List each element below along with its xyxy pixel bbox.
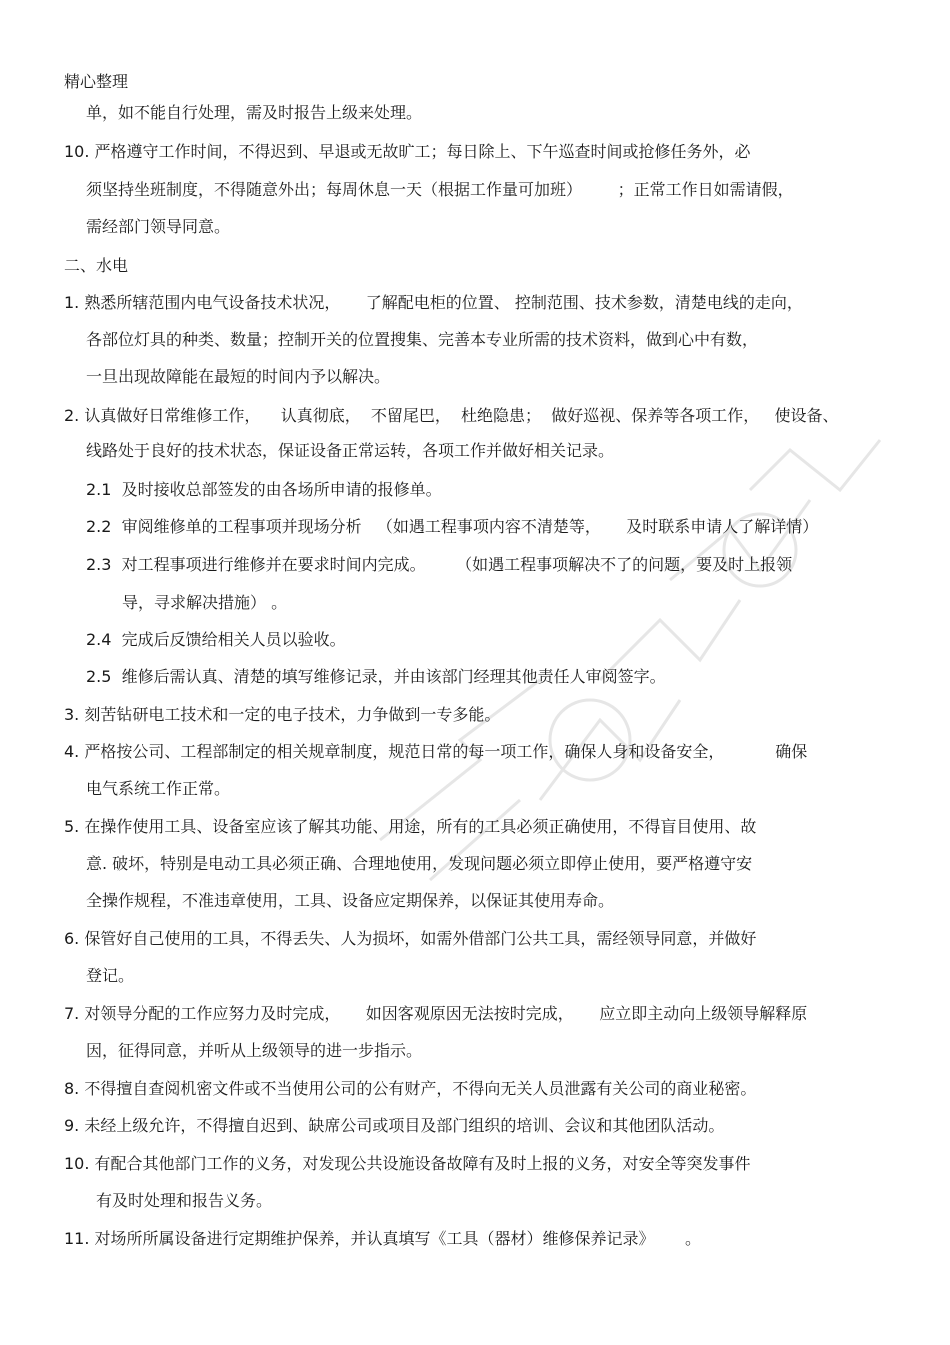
text-line: 2.4 完成后反馈给相关人员以验收。 xyxy=(86,630,346,649)
text-line: 导，寻求解决措施） 。 xyxy=(122,593,288,612)
text-line: 8. 不得擅自查阅机密文件或不当使用公司的公有财产，不得向无关人员泄露有关公司的商业秘密。 xyxy=(64,1079,757,1098)
text-line: 10. 有配合其他部门工作的义务，对发现公共设施设备故障有及时上报的义务，对安全等突发事件 xyxy=(64,1154,751,1173)
text-line: 5. 在操作使用工具、设备室应该了解其功能、用途，所有的工具必须正确使用，不得盲目使用、故 xyxy=(64,817,757,836)
text-line: 须坚持坐班制度，不得随意外出；每周休息一天（根据工作量可加班） ；正常工作日如需请假， xyxy=(86,180,794,199)
text-line: 电气系统工作正常。 xyxy=(86,779,231,798)
text-line: 一旦出现故障能在最短的时间内予以解决。 xyxy=(86,367,391,386)
text-line: 单，如不能自行处理，需及时报告上级来处理。 xyxy=(86,103,423,122)
text-line: 全操作规程，不准违章使用，工具、设备应定期保养，以保证其使用寿命。 xyxy=(86,891,615,910)
text-line: 9. 未经上级允许，不得擅自迟到、缺席公司或项目及部门组织的培训、会议和其他团队活动。 xyxy=(64,1116,725,1135)
text-line: 2.2 审阅维修单的工程事项并现场分析 （如遇工程事项内容不清楚等， 及时联系申请人了解详情） xyxy=(86,517,819,536)
text-line: 意. 破坏，特别是电动工具必须正确、合理地使用，发现问题必须立即停止使用，要严格遵守安 xyxy=(86,854,753,873)
text-line: 4. 严格按公司、工程部制定的相关规章制度，规范日常的每一项工作，确保人身和设备安全， 确保 xyxy=(64,742,808,761)
text-line: 7. 对领导分配的工作应努力及时完成， 如因客观原因无法按时完成， 应立即主动向上级领导解释原 xyxy=(64,1004,808,1023)
text-line: 需经部门领导同意。 xyxy=(86,217,231,236)
text-line: 各部位灯具的种类、数量；控制开关的位置搜集、完善本专业所需的技术资料，做到心中有数， xyxy=(86,330,759,349)
text-line: 1. 熟悉所辖范围内电气设备技术状况， 了解配电柜的位置、 控制范围、技术参数，清楚电线的走向， xyxy=(64,293,803,312)
text-line: 2.3 对工程事项进行维修并在要求时间内完成。 （如遇工程事项解决不了的问题，要及时上报领 xyxy=(86,555,793,574)
text-line: 2.1 及时接收总部签发的由各场所申请的报修单。 xyxy=(86,480,442,499)
text-line: 3. 刻苦钻研电工技术和一定的电子技术，力争做到一专多能。 xyxy=(64,705,501,724)
section-heading: 二、水电 xyxy=(64,256,129,275)
text-line: 2.5 维修后需认真、清楚的填写维修记录，并由该部门经理其他责任人审阅签字。 xyxy=(86,667,666,686)
text-line: 有及时处理和报告义务。 xyxy=(96,1191,273,1210)
text-line: 因，征得同意，并听从上级领导的进一步指示。 xyxy=(86,1041,423,1060)
text-line: 10. 严格遵守工作时间，不得迟到、早退或无故旷工；每日除上、下午巡查时间或抢修任务外，必 xyxy=(64,142,751,161)
text-line: 登记。 xyxy=(86,966,135,985)
text-line: 2. 认真做好日常维修工作， 认真彻底， 不留尾巴， 杜绝隐患； 做好巡视、保养等各项工作， 使设备、 xyxy=(64,406,839,425)
text-line: 线路处于良好的技术状态，保证设备正常运转，各项工作并做好相关记录。 xyxy=(86,441,615,460)
text-line: 11. 对场所所属设备进行定期维护保养，并认真填写《工具（器材）维修保养记录》 。 xyxy=(64,1229,702,1248)
page-header: 精心整理 xyxy=(64,72,129,91)
text-line: 6. 保管好自己使用的工具，不得丢失、人为损坏，如需外借部门公共工具，需经领导同意，并做好 xyxy=(64,929,757,948)
